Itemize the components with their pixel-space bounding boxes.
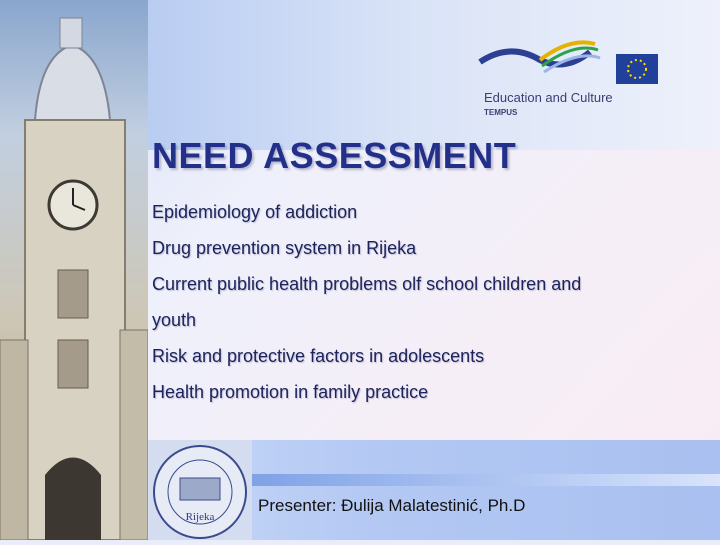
slide-title: NEED ASSESSMENT xyxy=(152,135,517,176)
eu-flag-icon xyxy=(616,54,658,84)
clock-tower-image xyxy=(0,0,148,540)
university-seal-logo xyxy=(148,440,252,540)
topic-item: Drug prevention system in Rijeka xyxy=(152,238,417,258)
seal-text: Rijeka xyxy=(185,511,215,523)
topic-item: Epidemiology of addiction xyxy=(152,202,358,222)
footer-stripe xyxy=(252,474,720,486)
presenter-text: Presenter: Đulija Malatestinić, Ph.D xyxy=(258,496,526,515)
logo-subtext: TEMPUS xyxy=(484,108,518,117)
topic-item: Current public health problems olf school children and xyxy=(152,274,582,294)
topic-item: Health promotion in family practice xyxy=(152,382,429,402)
education-culture-logo xyxy=(470,32,680,127)
logo-text: Education and Culture xyxy=(484,90,613,105)
topic-item: Risk and protective factors in adolescents xyxy=(152,346,485,366)
topics-list xyxy=(152,194,712,410)
topic-item: youth xyxy=(152,310,197,330)
